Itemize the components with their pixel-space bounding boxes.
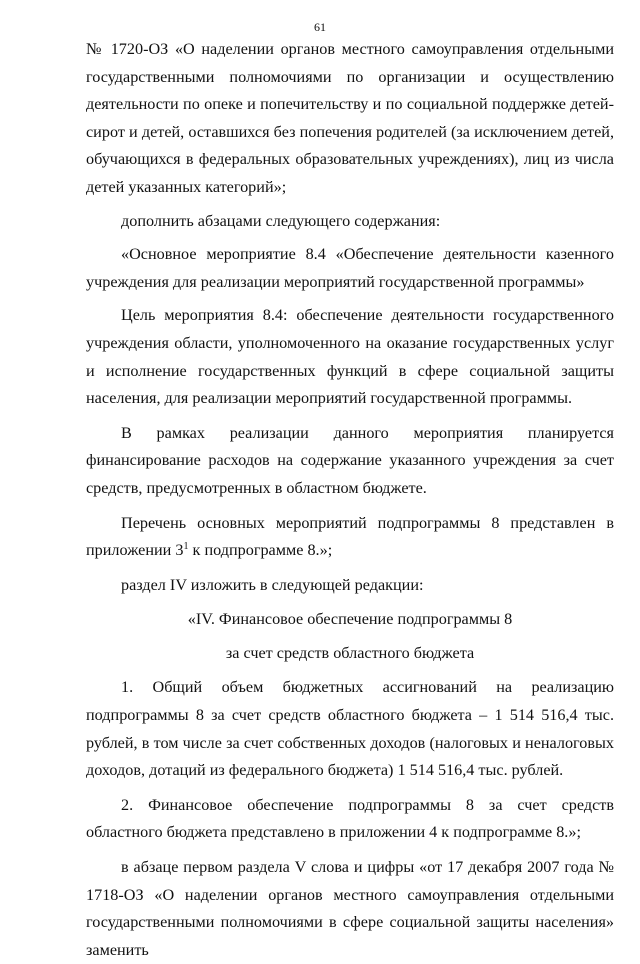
section-heading-line2: за счет средств областного бюджета (225, 643, 475, 662)
paragraph-activity-goal: Цель мероприятия 8.4: обеспечение деятельности государственного учреждения области, уполномоченного на оказание государственных услуг и исполнение государственных функций в сфере социальной защиты населения, для реализации мероприятий государственной программы. (86, 306, 614, 408)
page-number: 61 (314, 20, 326, 34)
document-body (86, 36, 614, 964)
paragraph-budget-volume: 1. Общий объем бюджетных ассигнований на реализацию подпрограммы 8 за счет средств областного бюджета – 1 514 516,4 тыс. рублей, в том числе за счет собственных доходов (налоговых и неналоговых доходов, дотаций из федерального бюджета) 1 514 516,4 тыс. рублей. (86, 678, 614, 780)
section-heading-line1: «IV. Финансовое обеспечение подпрограммы 8 (187, 610, 513, 629)
activities-list-tail: к подпрограмме 8.»; (188, 541, 333, 560)
activities-list-text: Перечень основных мероприятий подпрограммы 8 представлен в приложении 3 (86, 513, 614, 560)
paragraph-financing-appendix: 2. Финансовое обеспечение подпрограммы 8 за счет средств областного бюджета представлено в приложении 4 к подпрограмме 8.»; (86, 795, 614, 842)
paragraph-activities-list (86, 510, 614, 565)
paragraph-add-instruction: дополнить абзацами следующего содержания: (121, 211, 441, 230)
paragraph-section-v-amendment: в абзаце первом раздела V слова и цифры «от 17 декабря 2007 года № 1718-ОЗ «О наделении органов местного самоуправления отдельными государственными полномочиями в сфере социальной защиты населения» заменить (86, 858, 614, 959)
appendix-superscript: 1 (183, 541, 189, 553)
paragraph-section-iv-instruction: раздел IV изложить в следующей редакции: (121, 575, 424, 594)
paragraph-main-activity-8-4: «Основное мероприятие 8.4 «Обеспечение деятельности казенного учреждения для реализации мероприятий государственной программы» (86, 245, 614, 291)
paragraph-law-1720: № 1720-ОЗ «О наделении органов местного самоуправления отдельными государственными полномочиями по организации и осуществлению деятельности по опеке и попечительству и по социальной поддержке детей-сирот и детей, оставшихся без попечения родителей (за исключением детей, обучающихся в федеральных образовательных учреждениях), лиц из числа детей указанных категорий»; (86, 40, 614, 196)
paragraph-financing-plan: В рамках реализации данного мероприятия планируется финансирование расходов на содержание указанного учреждения за счет средств, предусмотренных в областном бюджете. (86, 423, 614, 497)
